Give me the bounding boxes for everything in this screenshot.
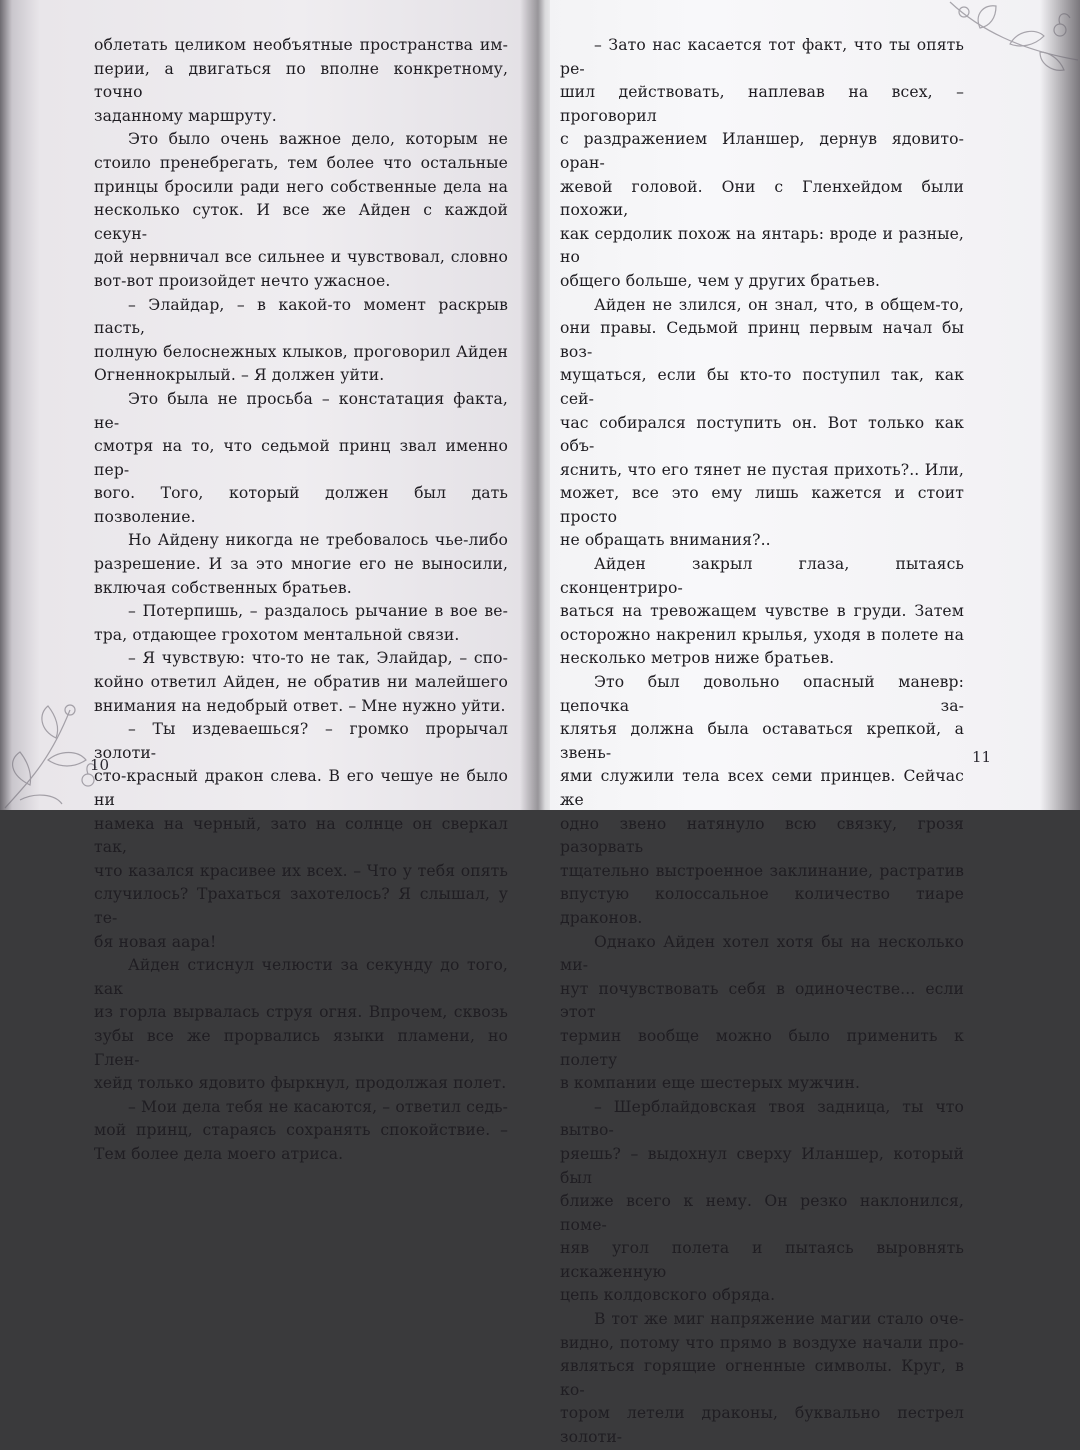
text-line: койно ответил Айден, не обратив ни малейшего [94, 673, 508, 692]
text-line: Это была не просьба – констатация факта, не- [94, 389, 508, 432]
text-line: вот-вот произойдет нечто ужасное. [94, 271, 391, 290]
text-line: термин вообще можно было применить к полету [560, 1026, 964, 1069]
text-line: – Мои дела тебя не касаются, – ответил седь- [128, 1097, 508, 1116]
text-line: жевой головой. Они с Гленхейдом были похожи, [560, 177, 964, 220]
text-line: принцы бросили ради него собственные дела на [94, 177, 508, 196]
text-line: – Я чувствую: что-то не так, Элайдар, – спо- [128, 649, 508, 668]
text-line: Однако Айден хотел хотя бы на несколько ми- [560, 932, 964, 975]
text-line: одно звено натянуло всю связку, грозя разорвать [560, 814, 964, 857]
text-line: мущаться, если бы кто-то поступил так, как сей- [560, 366, 964, 408]
text-line: несколько суток. И все же Айден с каждой секун- [94, 201, 508, 243]
text-line: тщательно выстроенное заклинание, растратив [560, 861, 964, 880]
text-line: вого. Того, который должен был дать позволение. [94, 484, 508, 526]
text-line: разрешение. И за это многие его не выносили, [94, 555, 508, 574]
text-line: зубы все же прорвались языки пламени, но Глен- [94, 1026, 508, 1069]
text-line: что казался красивее их всех. – Что у тебя опять [94, 861, 508, 880]
text-line: в компании еще шестерых мужчин. [560, 1074, 860, 1093]
text-line: ями служили тела всех семи принцев. Сейчас же [560, 767, 964, 809]
text-line: Огненнокрылый. – Я должен уйти. [94, 366, 385, 385]
text-line: мой принц, стараясь сохранять спокойствие. – [94, 1121, 508, 1140]
text-line: они правы. Седьмой принц первым начал бы воз- [560, 319, 964, 361]
text-line: тором летели драконы, буквально пестрел золоти- [560, 1404, 964, 1447]
text-line: Айден закрыл глаза, пытаясь сконцентриро- [560, 555, 964, 597]
text-line: няв угол полета и пытаясь выровнять искаженную [560, 1239, 964, 1281]
text-line: дой нервничал все сильнее и чувствовал, словно [94, 248, 508, 267]
text-line: Айден стиснул челюсти за секунду до того, как [94, 956, 508, 998]
gutter-shadow [520, 0, 550, 810]
text-line: внимания на недобрый ответ. – Мне нужно уйти. [94, 696, 506, 715]
text-line: ряешь? – выдохнул сверху Иланшер, который был [560, 1144, 964, 1187]
page-number-right: 11 [972, 748, 992, 766]
text-line: перии, а двигаться по вполне конкретному, точно [94, 59, 508, 102]
text-line: включая собственных братьев. [94, 578, 352, 597]
right-page-text [560, 34, 964, 1450]
text-line: – Шерблайдовская твоя задница, ты что вытво- [560, 1097, 964, 1140]
text-line: полную белоснежных клыков, проговорил Айден [94, 342, 508, 361]
text-line: ваться на тревожащем чувстве в груди. Затем [560, 602, 964, 621]
page-number-left: 10 [90, 756, 110, 774]
text-line: тра, отдающее грохотом ментальной связи. [94, 625, 460, 644]
text-line: общего больше, чем у других братьев. [560, 271, 881, 290]
text-line: несколько метров ниже братьев. [560, 649, 835, 668]
text-line: может, все это ему лишь кажется и стоит просто [560, 484, 964, 526]
text-line: сто-красный дракон слева. В его чешуе не было ни [94, 767, 508, 809]
text-line: осторожно накренил крылья, уходя в полете на [560, 625, 964, 644]
text-line: В тот же миг напряжение магии стало оче- [594, 1310, 964, 1329]
text-line: заданному маршруту. [94, 106, 277, 125]
text-line: – Элайдар, – в какой-то момент раскрыв пасть, [94, 295, 508, 338]
text-line: Это было очень важное дело, которым не [128, 130, 508, 149]
text-line: клятья должна была оставаться крепкой, а звень- [560, 720, 964, 762]
text-line: шил действовать, наплевав на всех, – проговорил [560, 83, 964, 125]
text-line: – Зато нас касается тот факт, что ты опять ре- [560, 36, 964, 78]
text-line: час собирался поступить он. Вот только как объ- [560, 413, 964, 456]
text-line: впустую колоссальное количество тиаре драконов. [560, 885, 964, 927]
text-line: – Ты издеваешься? – громко прорычал золоти- [94, 720, 508, 762]
text-line: облетать целиком необъятные пространства им- [94, 36, 508, 54]
text-line: Но Айдену никогда не требовалось чье-либо [128, 531, 508, 550]
text-line: намека на черный, зато на солнце он сверкал так, [94, 814, 508, 857]
text-line: смотря на то, что седьмой принц звал именно пер- [94, 437, 508, 479]
text-line: не обращать внимания?.. [560, 531, 771, 550]
text-line: нут почувствовать себя в одиночестве... если этот [560, 979, 964, 1022]
text-line: стоило пренебрегать, тем более что остальные [94, 153, 508, 172]
text-line: Айден не злился, он знал, что, в общем-то, [594, 295, 964, 314]
text-line: ближе всего к нему. Он резко наклонился, поме- [560, 1192, 964, 1234]
text-line: хейд только ядовито фыркнул, продолжая полет. [94, 1074, 507, 1093]
text-line: случилось? Трахаться захотелось? Я слышал, у те- [94, 885, 508, 927]
left-page-text [94, 34, 508, 1167]
text-line: из горла вырвалась струя огня. Впрочем, сквозь [94, 1003, 508, 1022]
text-line: с раздражением Иланшер, дернув ядовито-оран- [560, 130, 964, 172]
text-line: яснить, что его тянет не пустая прихоть?.. Или, [560, 460, 964, 479]
text-line: бя новая аара! [94, 932, 217, 951]
text-line: как сердолик похож на янтарь: вроде и разные, но [560, 224, 964, 267]
text-line: Тем более дела моего атриса. [94, 1144, 344, 1163]
text-line: Это был довольно опасный маневр: цепочка за- [560, 673, 964, 715]
text-line: видно, потому что прямо в воздухе начали про- [560, 1333, 964, 1352]
text-line: – Потерпишь, – раздалось рычание в вое ве- [128, 602, 508, 621]
text-line: цепь колдовского обряда. [560, 1286, 776, 1305]
text-line: являться горящие огненные символы. Круг, в ко- [560, 1357, 964, 1399]
